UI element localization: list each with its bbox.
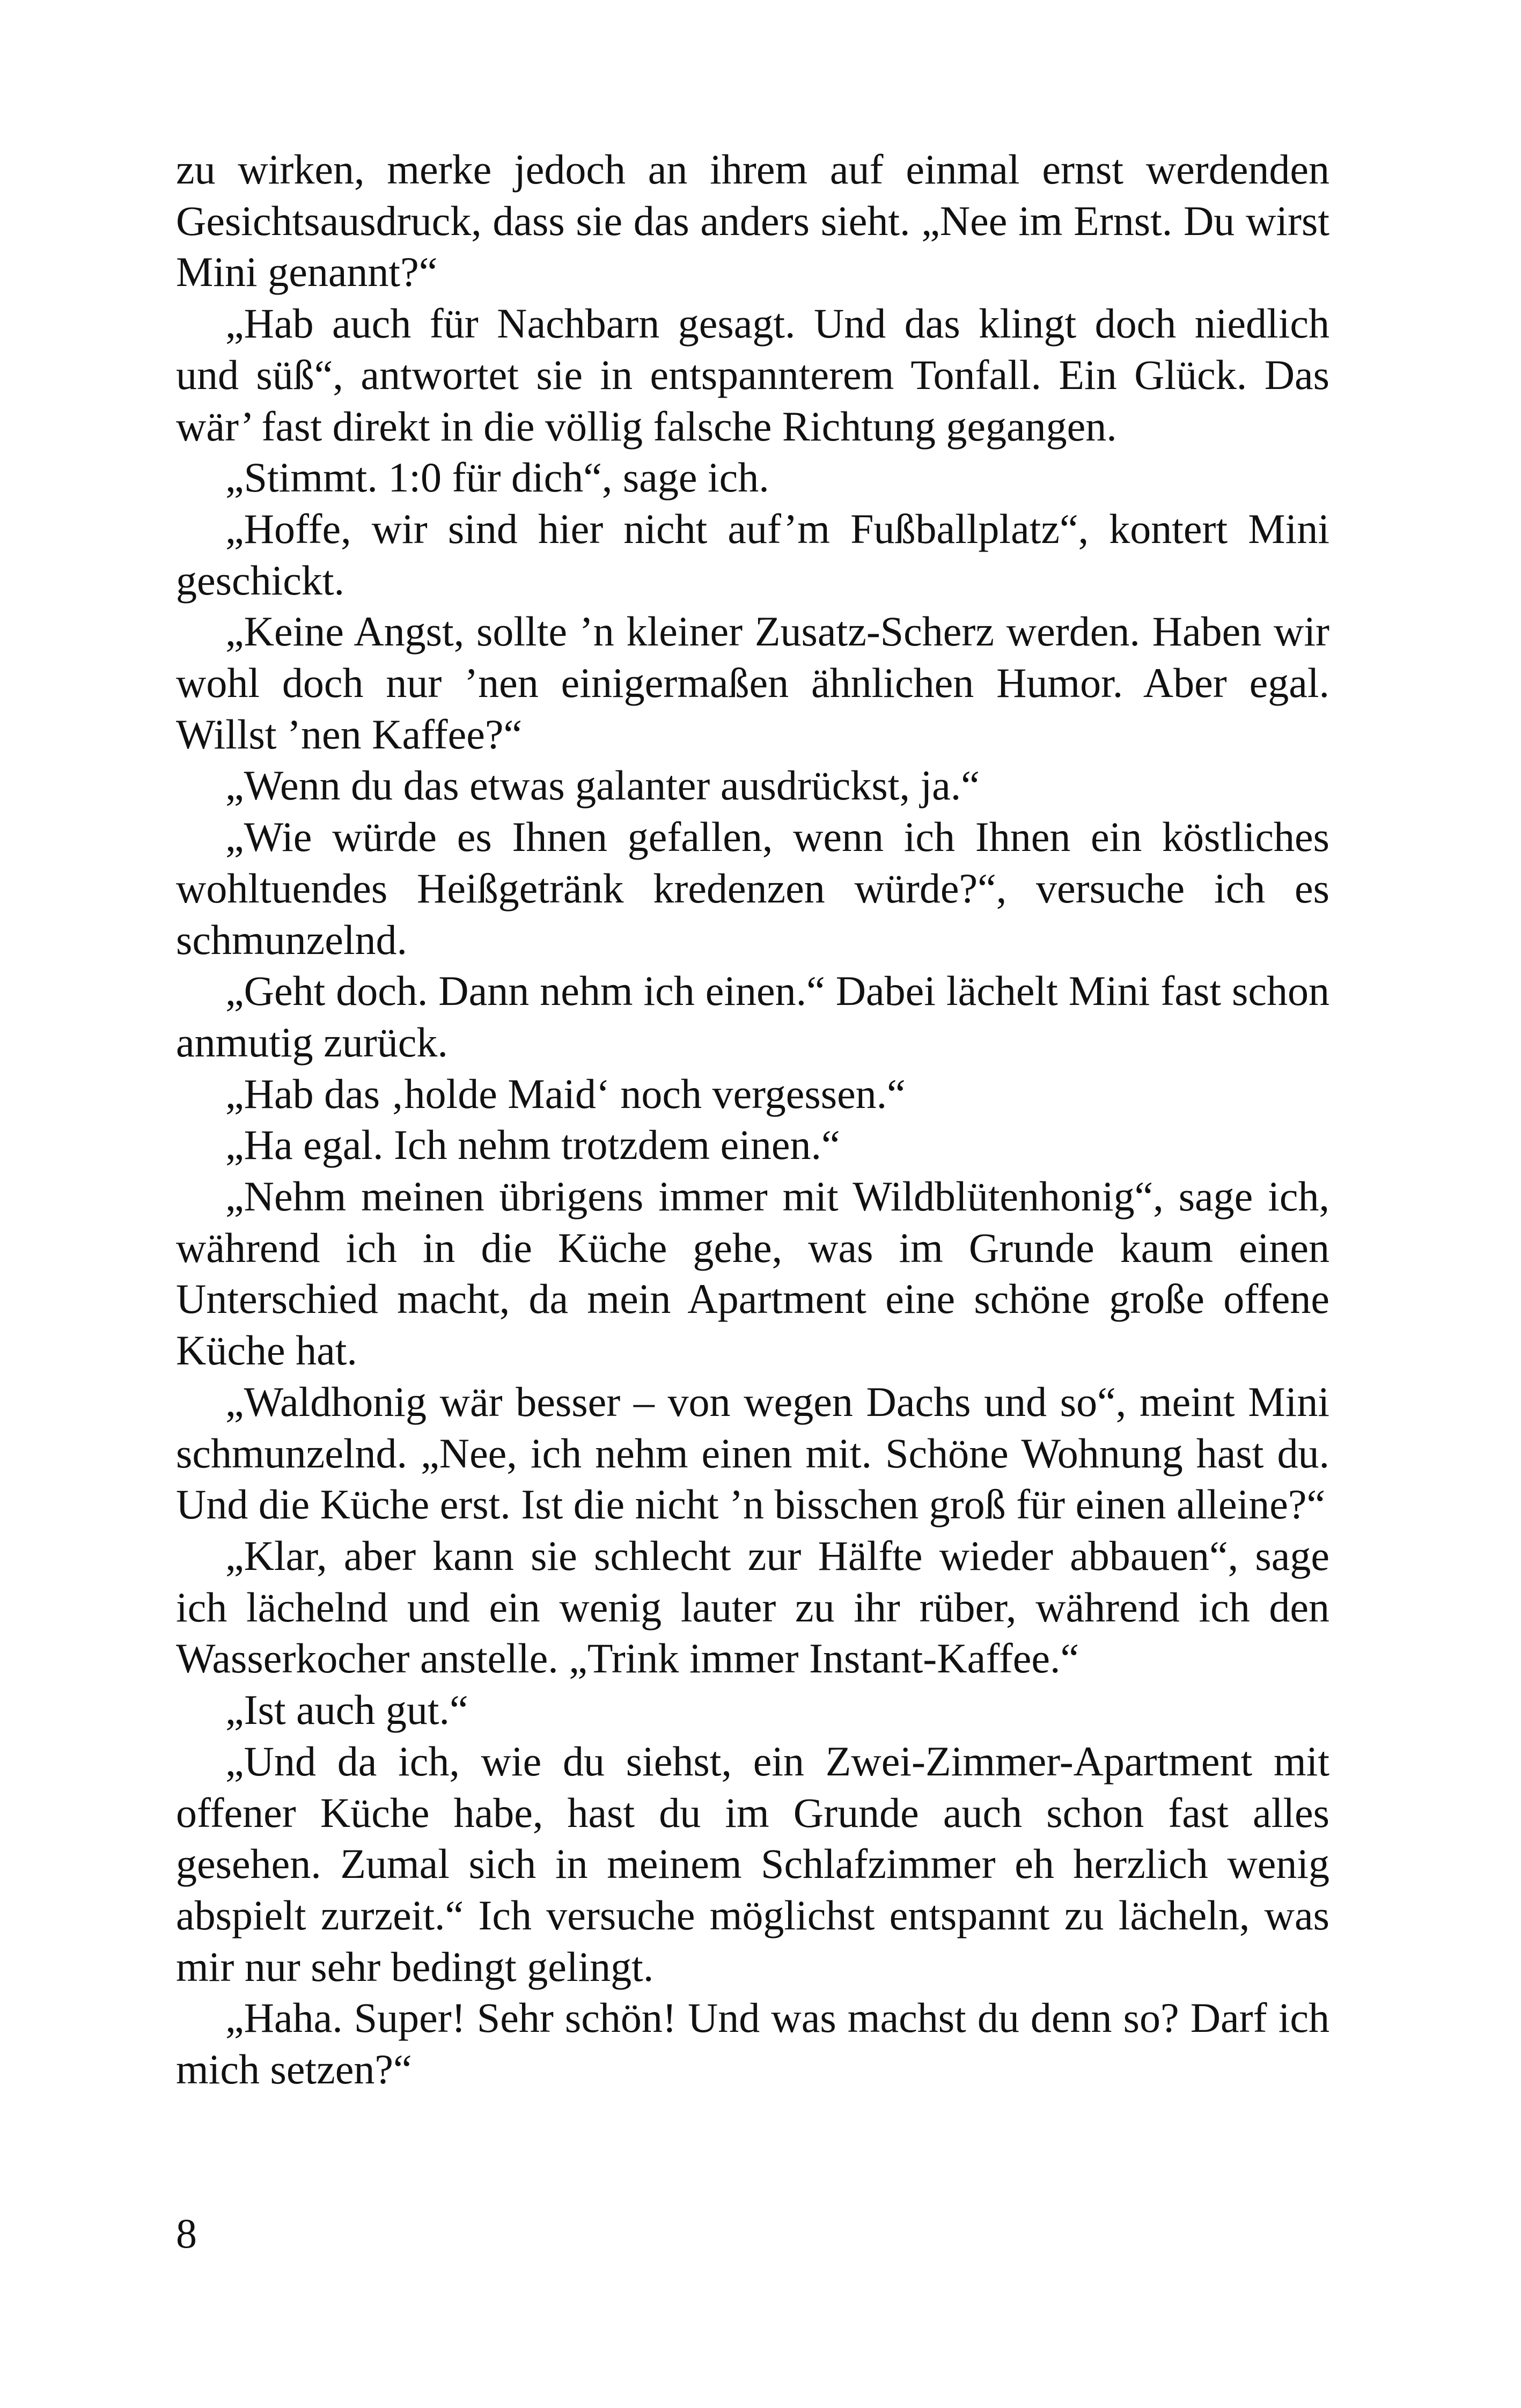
paragraph: „Hab auch für Nachbarn gesagt. Und das klingt doch niedlich und süß“, antwortet sie in entspannterem Tonfall. Ein Glück. Das wär’ fast direkt in die völlig falsche Richtung gegangen. [176,300,1329,450]
paragraph: „Hoffe, wir sind hier nicht auf’m Fußballplatz“, kontert Mini geschickt. [176,505,1329,604]
body-text [176,144,1329,2095]
paragraph: „Ha egal. Ich nehm trotzdem einen.“ [225,1121,840,1169]
paragraph: „Geht doch. Dann nehm ich einen.“ Dabei lächelt Mini fast schon anmutig zurück. [176,967,1329,1066]
paragraph: „Keine Angst, sollte ’n kleiner Zusatz-Scherz werden. Haben wir wohl doch nur ’nen einigermaßen ähnlichen Humor. Aber egal. Willst ’nen Kaffee?“ [176,608,1329,758]
page-number: 8 [176,2210,197,2257]
paragraph: „Klar, aber kann sie schlecht zur Hälfte wieder abbauen“, sage ich lächelnd und ein wenig lauter zu ihr rüber, während ich den Wasserkocher anstelle. „Trink immer Instant-Kaffee.“ [176,1532,1329,1682]
paragraph: zu wirken, merke jedoch an ihrem auf einmal ernst werdenden Gesichtsausdruck, dass sie das anders sieht. „Nee im Ernst. Du wirst Mini genannt?“ [176,146,1329,296]
paragraph: „Ist auch gut.“ [225,1686,468,1734]
paragraph: „Haha. Super! Sehr schön! Und was machst du denn so? Darf ich mich setzen?“ [176,1994,1329,2093]
paragraph: „Und da ich, wie du siehst, ein Zwei-Zimmer-Apartment mit offener Küche habe, hast du im Grunde auch schon fast alles gesehen. Zumal sich in meinem Schlafzimmer eh herzlich wenig abspielt zurzeit.“ Ich versuche möglichst entspannt zu lächeln, was mir nur sehr bedingt gelingt. [176,1737,1329,1990]
paragraph: „Waldhonig wär besser – von wegen Dachs und so“, meint Mini schmunzelnd. „Nee, ich nehm einen mit. Schöne Wohnung hast du. Und die Küche erst. Ist die nicht ’n bisschen groß für einen alleine?“ [176,1378,1329,1528]
paragraph: „Hab das ‚holde Maid‘ noch vergessen.“ [225,1070,906,1117]
paragraph: „Wie würde es Ihnen gefallen, wenn ich Ihnen ein köstliches wohltuendes Heißgetränk kredenzen würde?“, versuche ich es schmunzelnd. [176,813,1329,963]
paragraph: „Wenn du das etwas galanter ausdrückst, ja.“ [225,762,980,809]
paragraph: „Nehm meinen übrigens immer mit Wildblütenhonig“, sage ich, während ich in die Küche gehe, was im Grunde kaum einen Unterschied macht, da mein Apartment eine schöne große offene Küche hat. [176,1173,1329,1374]
paragraph: „Stimmt. 1:0 für dich“, sage ich. [225,454,769,501]
